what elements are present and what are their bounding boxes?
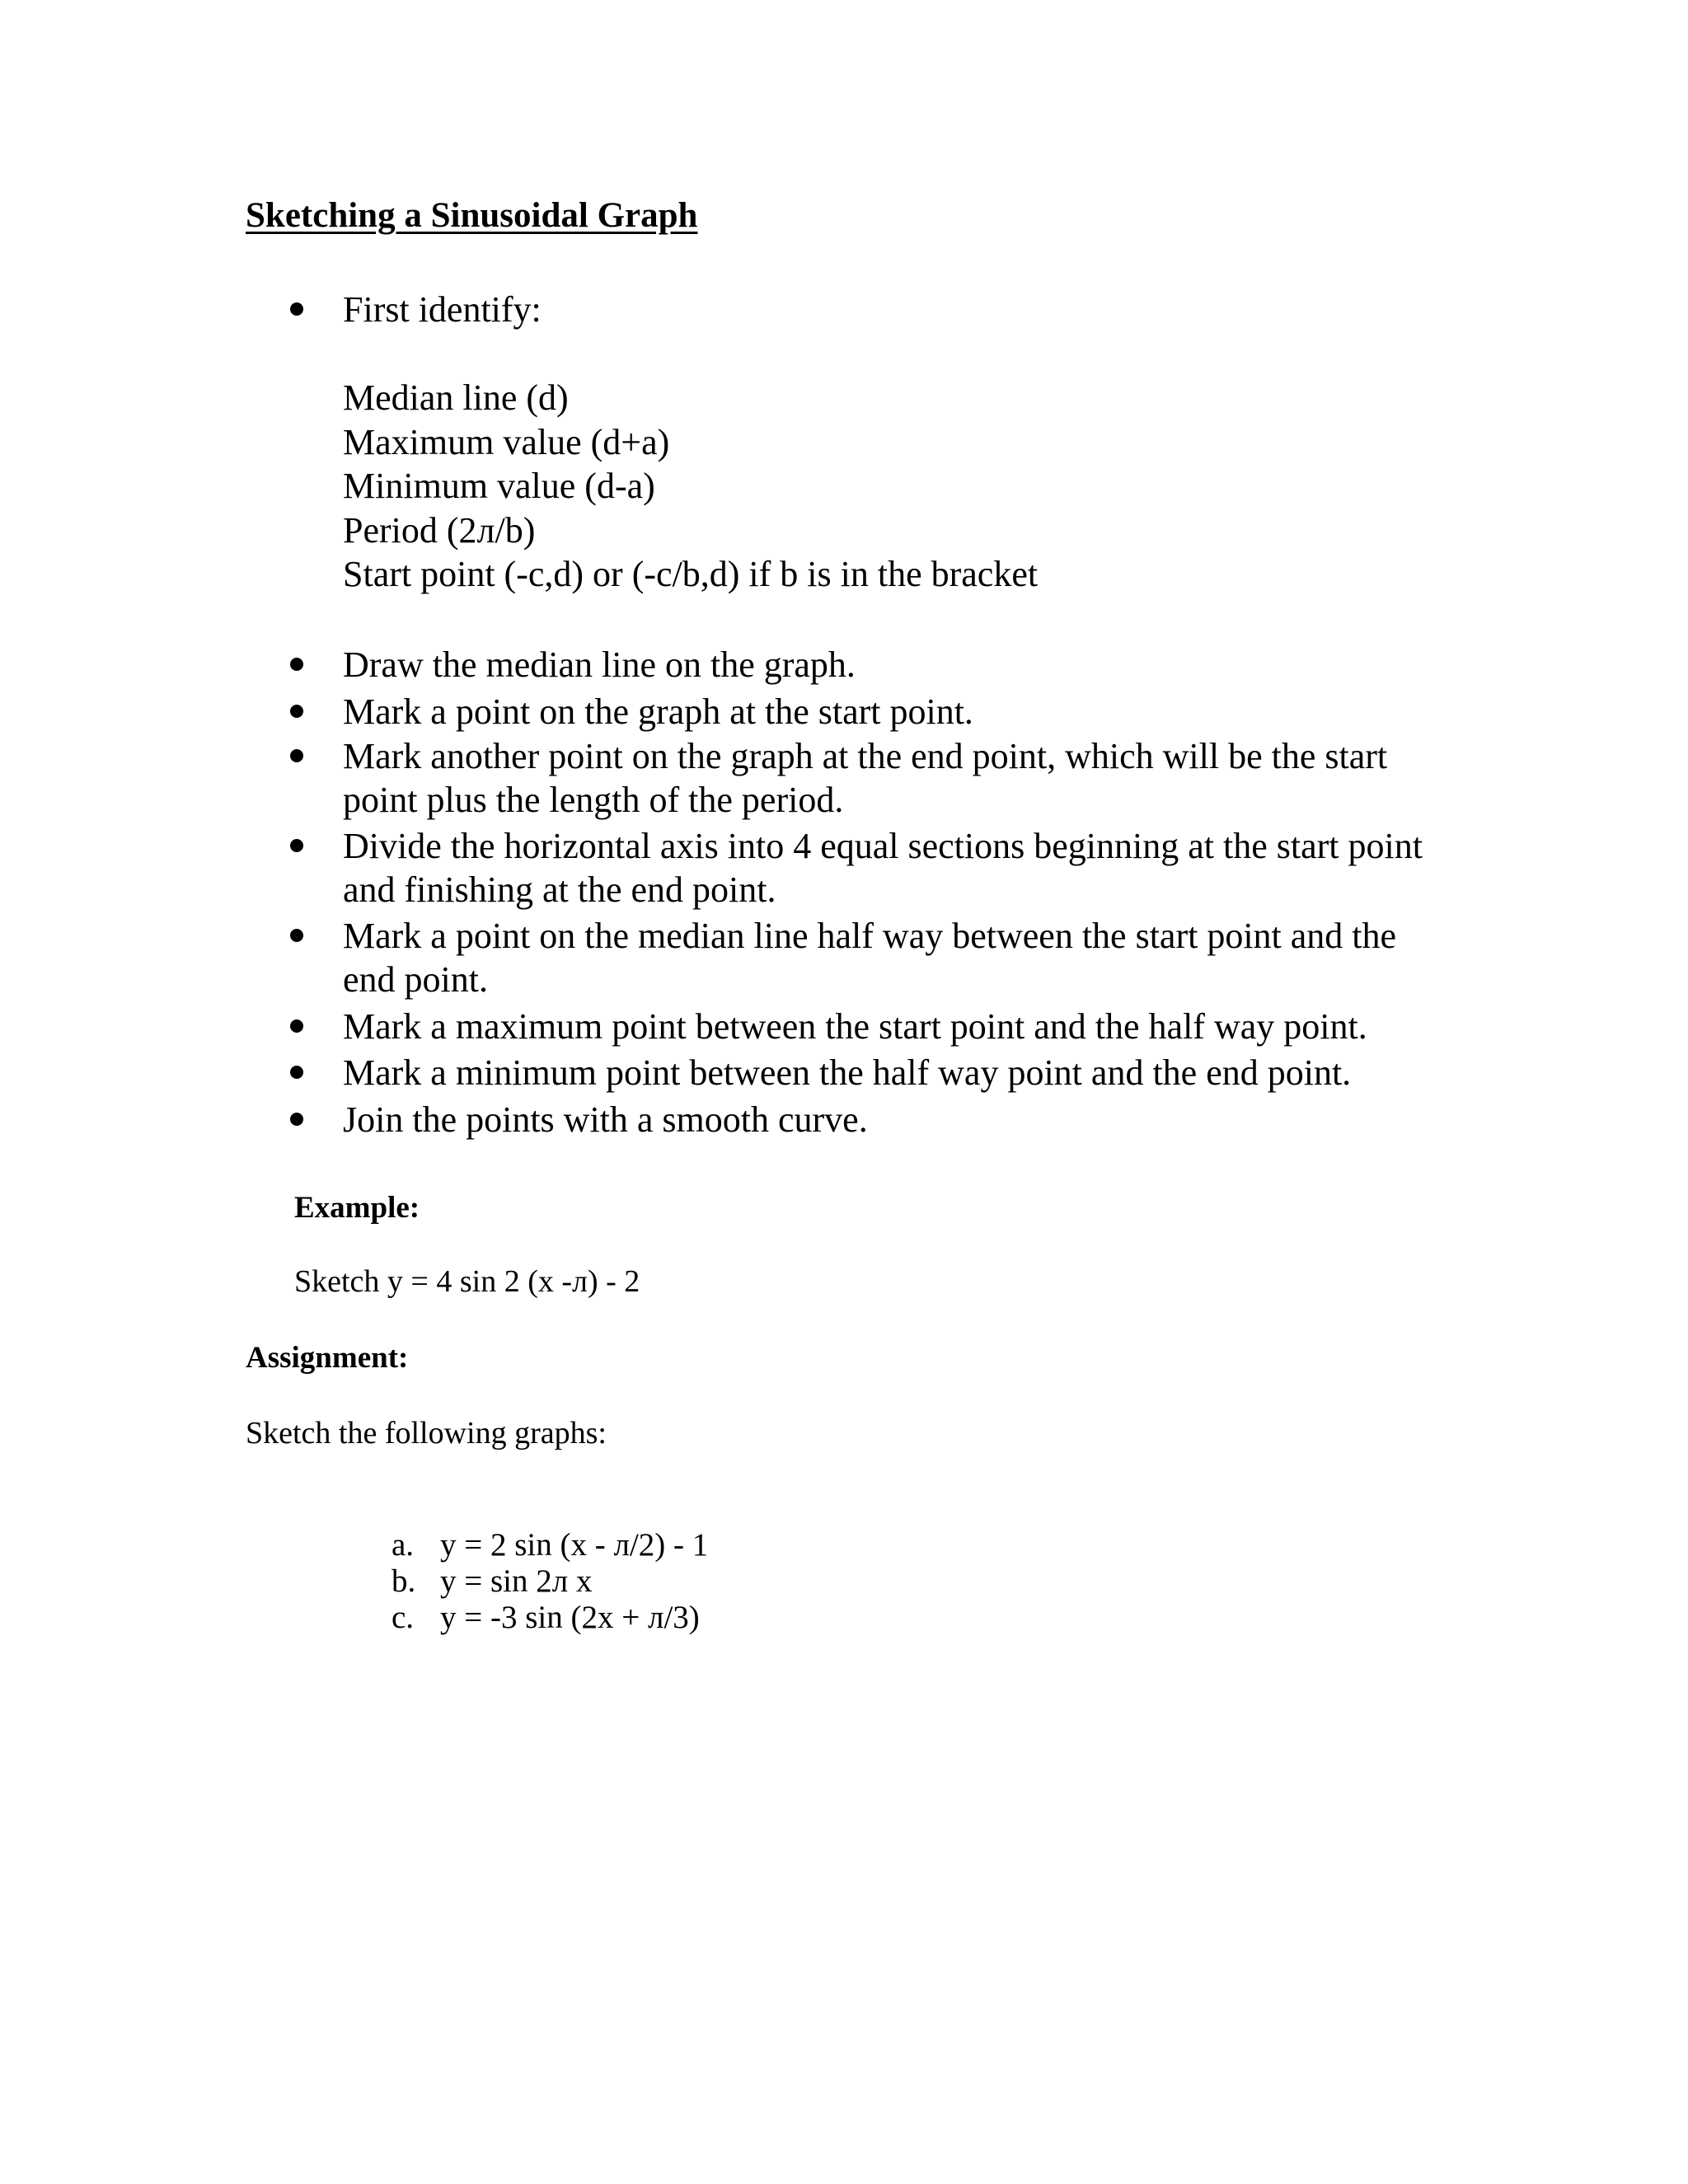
step-text: Divide the horizontal axis into 4 equal sections beginning at the start point and finishing at the end point. [343,826,1423,910]
bullet-icon [290,839,303,852]
identify-item: Maximum value (d+a) [343,421,670,462]
list-marker: a. [392,1527,415,1563]
identify-item: Minimum value (d-a) [343,466,655,506]
step-text: Mark a maximum point between the start point and the half way point. [343,1006,1367,1047]
step-text: Draw the median line on the graph. [343,644,856,685]
assignment-equation: y = sin 2л x [440,1563,593,1599]
bullet-icon [290,1019,303,1033]
assignment-equation: y = 2 sin (x - л/2) - 1 [440,1527,709,1563]
bullet-text: First identify: [343,289,542,330]
example-heading: Example: [294,1191,420,1225]
step-text: Mark a point on the graph at the start point. [343,691,973,732]
bullet-icon [290,658,303,671]
step-text: Mark a minimum point between the half way point and the end point. [343,1052,1352,1093]
identify-item: Median line (d) [343,377,569,418]
assignment-equation: y = -3 sin (2x + л/3) [440,1600,700,1635]
list-marker: b. [392,1563,416,1599]
step-text: Join the points with a smooth curve. [343,1099,868,1140]
assignment-heading: Assignment: [246,1341,409,1375]
identify-item: Period (2л/b) [343,509,536,551]
list-marker: c. [392,1600,415,1635]
bullet-icon [290,705,303,718]
bullet-icon [290,1113,303,1126]
identify-item: Start point (-c,d) or (-c/b,d) if b is in the bracket [343,554,1039,594]
bullet-icon [290,749,303,762]
identify-list [343,376,1038,597]
example-text: Sketch y = 4 sin 2 (x -л) - 2 [294,1264,640,1299]
page-title: Sketching a Sinusoidal Graph [246,196,698,235]
bullet-icon [290,1066,303,1079]
step-text: Mark another point on the graph at the end point, which will be the start point plus the length of the period. [343,736,1388,820]
bullet-icon [290,929,303,942]
bullet-icon [290,302,303,316]
assignment-intro: Sketch the following graphs: [246,1416,607,1451]
step-text: Mark a point on the median line half way between the start point and the end point. [343,916,1397,1000]
